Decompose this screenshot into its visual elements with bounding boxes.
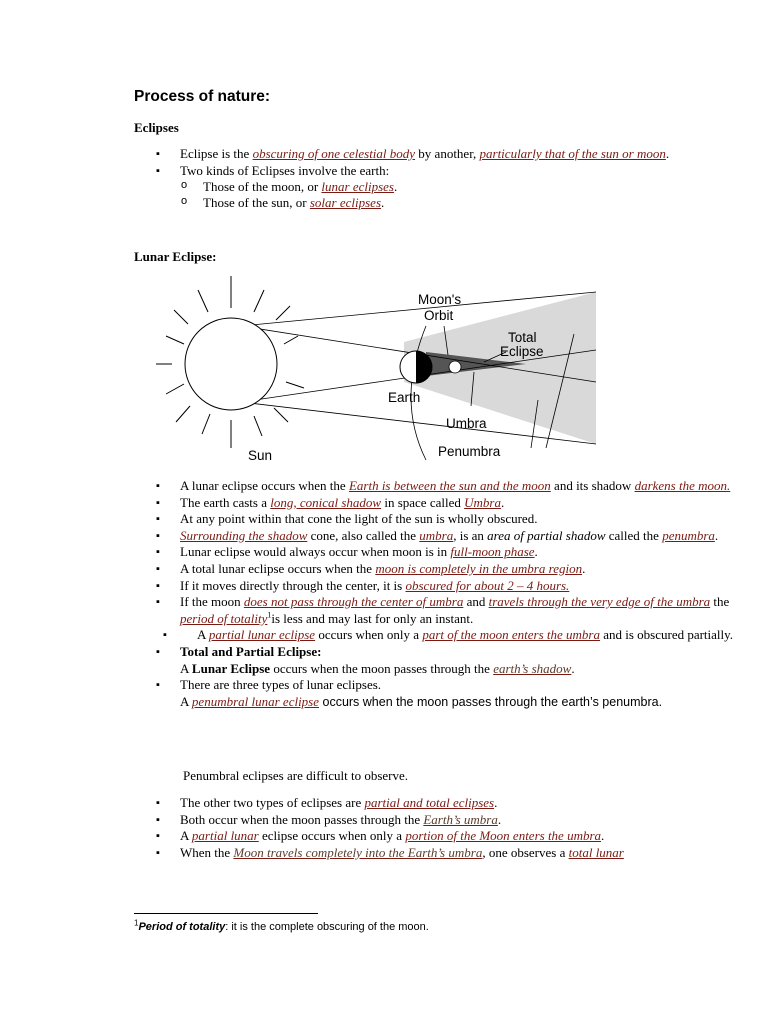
list-item: ▪ At any point within that cone the light of the sun is wholly obscured. — [0, 511, 768, 528]
footnote-divider — [134, 913, 318, 914]
list-item: ▪ Both occur when the moon passes through the Earth’s umbra. — [0, 812, 768, 829]
list-item: ▪ If the moon does not pass through the center of umbra and travels through the very edge of the umbra the period of totality$^1$is less and may last for only an instant. ▪ A partial lunar eclipse occurs when only a part of the moon enters the umbra and is obscured partially. — [0, 594, 768, 644]
label-eclipse: Eclipse — [500, 344, 544, 359]
lunar-eclipse-diagram — [126, 270, 606, 470]
list-item: ▪ If it moves directly through the center, it is obscured for about 2 – 4 hours. — [0, 578, 768, 595]
label-umbra: Umbra — [446, 416, 487, 431]
footnote: $^1$Period of totality: it is the complete obscuring of the moon. — [134, 918, 429, 933]
label-penumbra: Penumbra — [438, 444, 501, 459]
eclipses-list — [0, 146, 768, 210]
list-item: ▪ There are three types of lunar eclipses. A penumbral lunar eclipse occurs when the moon passes through the earth’s penumbra. — [0, 677, 768, 710]
list-item: ▪ The other two types of eclipses are partial and total eclipses. — [0, 795, 768, 812]
moon-circle — [449, 361, 461, 373]
sub-list-item: o Those of the moon, or lunar eclipses. — [0, 179, 744, 195]
list-item: ▪ Eclipse is the obscuring of one celestial body by another, particularly that of the sun or moon. — [0, 146, 768, 163]
list-item: ▪ A total lunar eclipse occurs when the moon is completely in the umbra region. — [0, 561, 768, 578]
eclipse-types-list — [0, 795, 768, 861]
page-title: Process of nature: — [134, 88, 271, 105]
label-sun: Sun — [248, 448, 273, 463]
nested-list-item: ▪ A partial lunar eclipse occurs when only a part of the moon enters the umbra and is obscured partially. — [163, 627, 734, 643]
label-earth: Earth — [388, 390, 421, 405]
list-item: ▪ The earth casts a long, conical shadow in space called Umbra. — [0, 495, 768, 512]
list-item: ▪ A partial lunar eclipse occurs when only a portion of the Moon enters the umbra. — [0, 828, 768, 845]
list-item: ▪ When the Moon travels completely into the Earth’s umbra, one observes a total lunar — [0, 845, 768, 862]
list-item: ▪ A lunar eclipse occurs when the Earth is between the sun and the moon and its shadow darkens the moon. — [0, 478, 768, 495]
list-item: ▪ Two kinds of Eclipses involve the earth: o Those of the moon, or lunar eclipses. o Those of the sun, or solar eclipses. — [0, 163, 768, 211]
lunar-list — [0, 478, 768, 710]
label-total: Total — [508, 330, 537, 345]
list-item: ▪ Lunar eclipse would always occur when moon is in full-moon phase. — [0, 544, 768, 561]
label-orbit: Orbit — [424, 308, 454, 323]
section-heading-eclipses: Eclipses — [134, 120, 179, 135]
list-item: ▪ Total and Partial Eclipse: A Lunar Eclipse occurs when the moon passes through the earth’s shadow. — [0, 644, 768, 677]
list-item: ▪ Surrounding the shadow cone, also called the umbra, is an area of partial shadow called the penumbra. — [0, 528, 768, 545]
paragraph-penumbral: Penumbral eclipses are difficult to observe. — [183, 768, 409, 783]
sub-list-item: o Those of the sun, or solar eclipses. — [0, 195, 744, 211]
section-heading-lunar: Lunar Eclipse: — [134, 249, 217, 264]
label-moons: Moon's — [418, 292, 462, 307]
sun-circle — [185, 318, 277, 410]
